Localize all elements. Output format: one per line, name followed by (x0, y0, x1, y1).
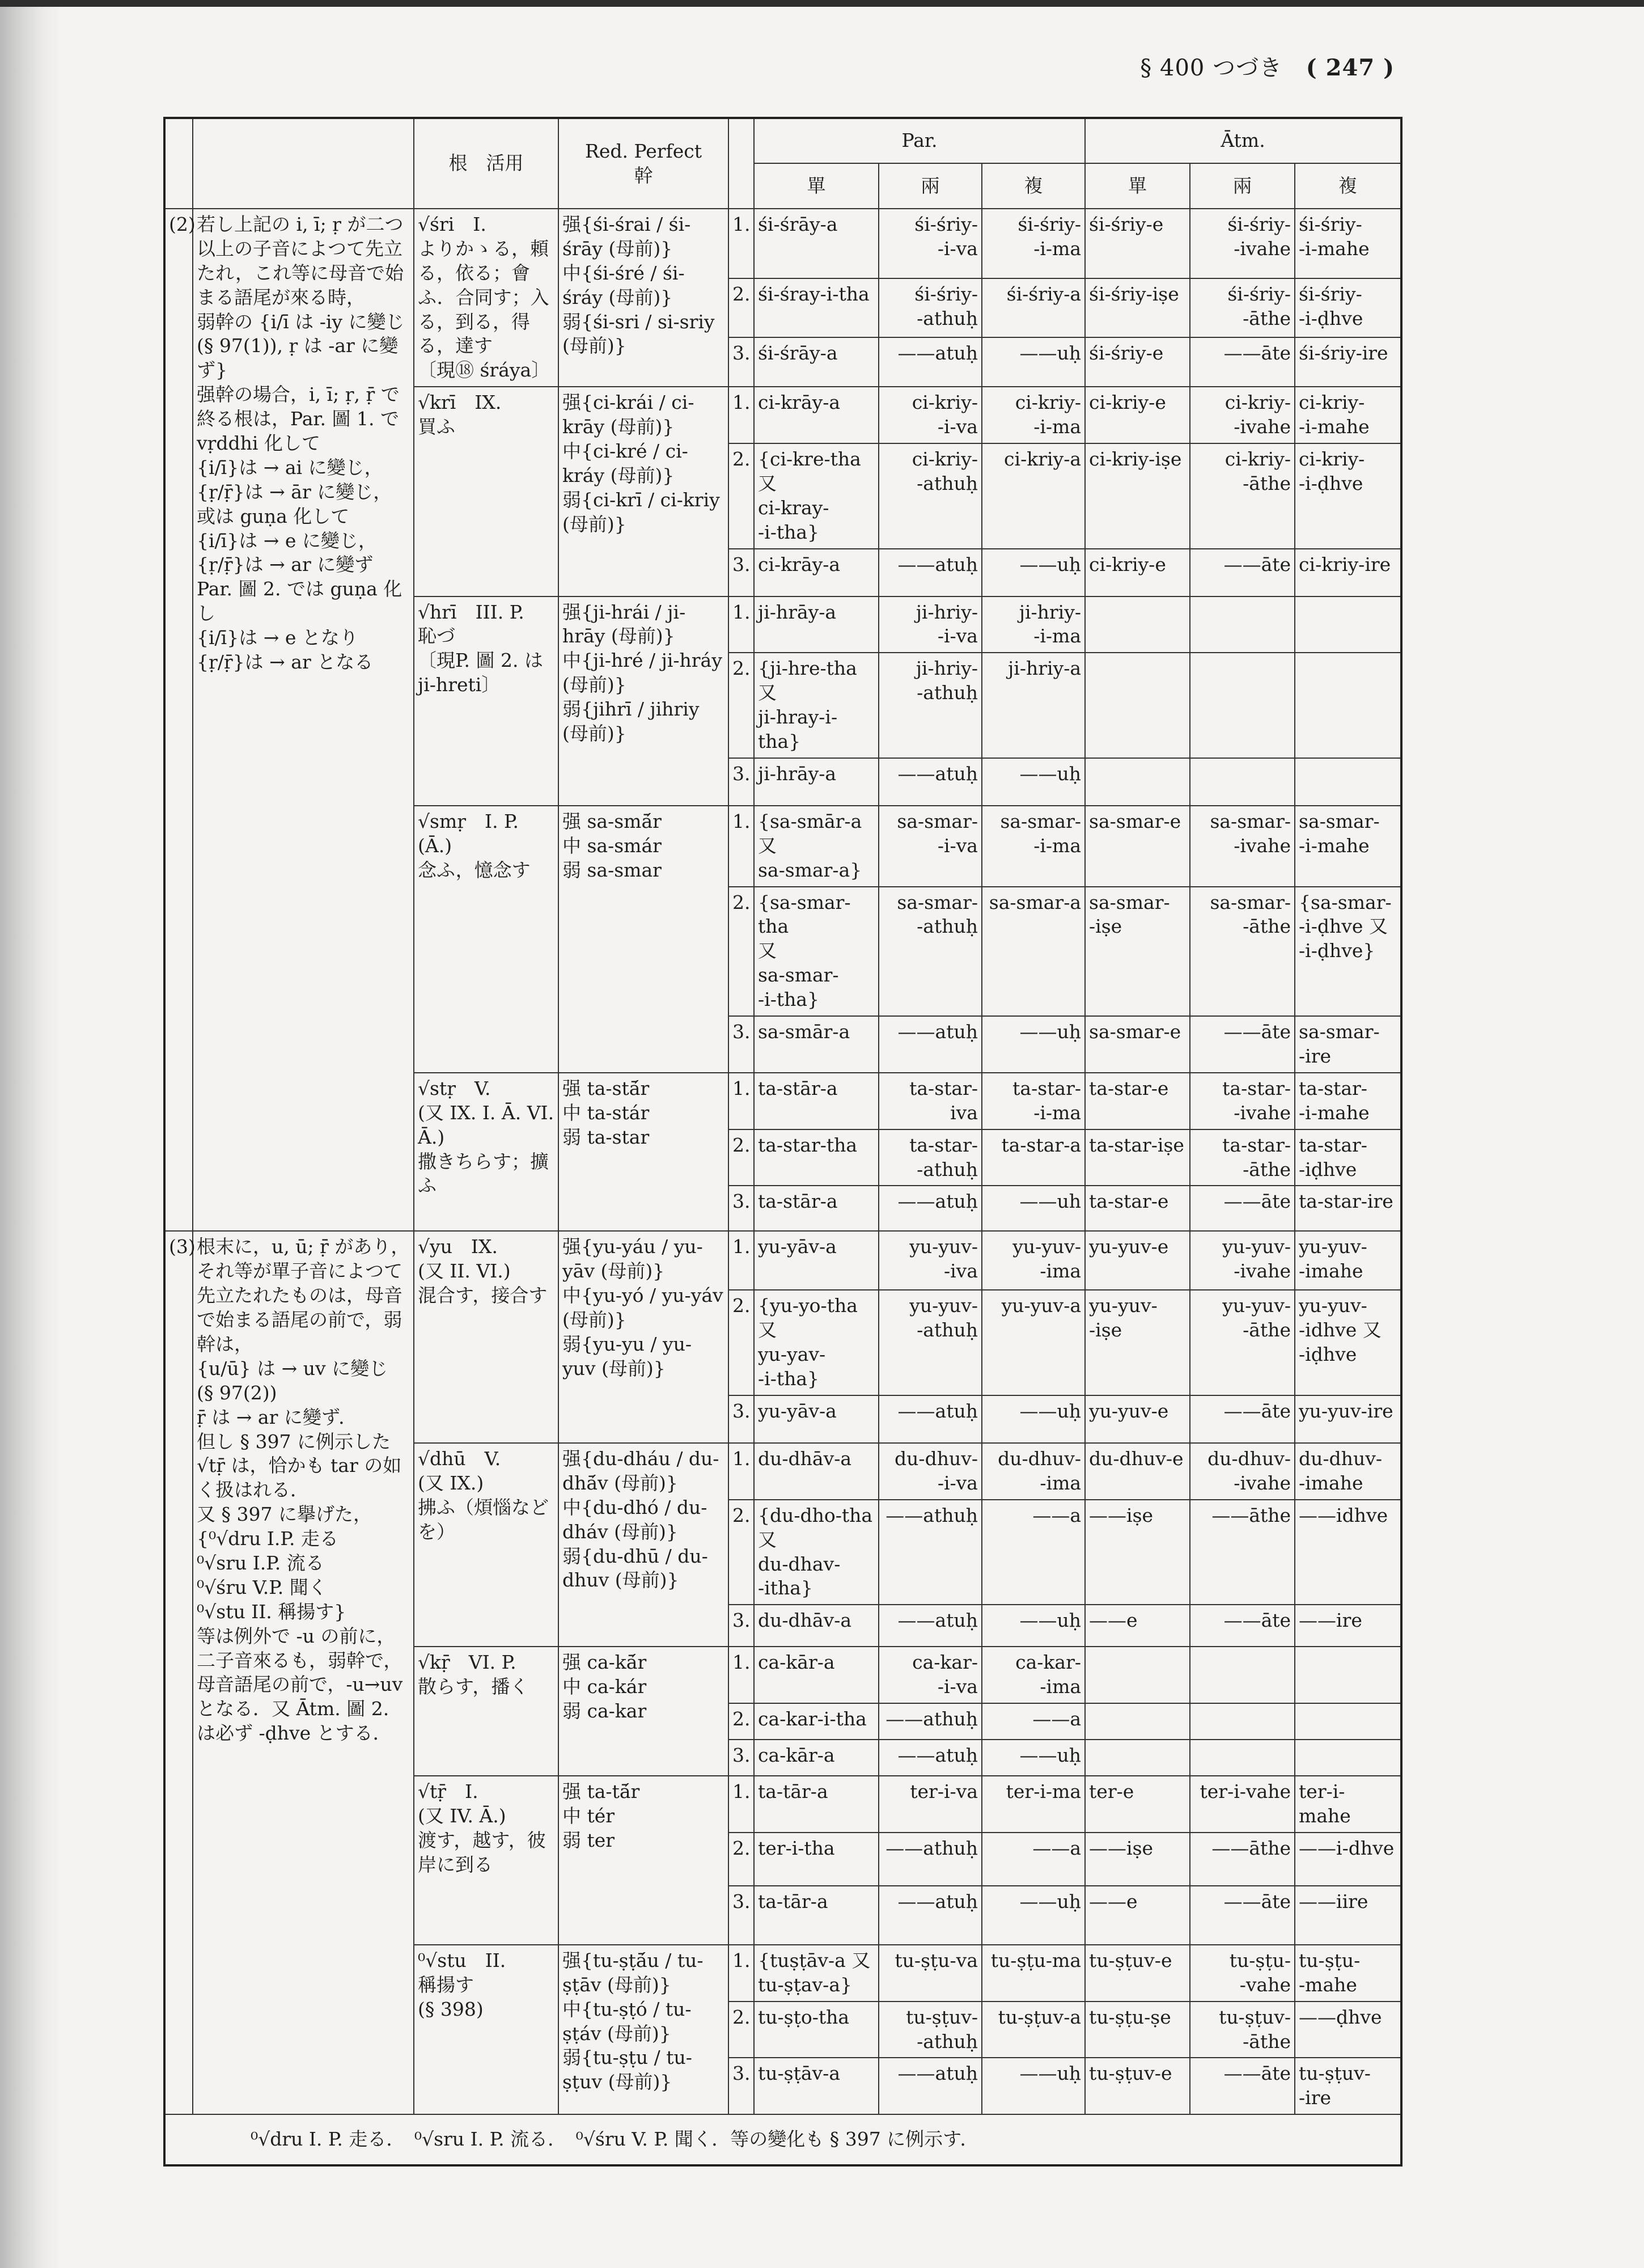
footer-note: ⁰√dru I. P. 走る． ⁰√sru I. P. 流る． ⁰√śru V. P. 聞く．等の變化も § 397 に例示す． (164, 2114, 1401, 2165)
head-par-sg: 單 (754, 163, 879, 209)
atm-form-pl: sa-smar- -ire (1295, 1016, 1401, 1073)
par-form-du: ji-hriy- -athuḥ (879, 653, 982, 758)
atm-form-du (1190, 758, 1295, 806)
root-cell: √dhū V. (又 IX.) 拂ふ（煩惱などを） (414, 1443, 558, 1647)
atm-form-du: ter-i-vahe (1190, 1776, 1295, 1833)
atm-form-sg: ——e (1085, 1605, 1190, 1647)
person-number: 3. (728, 1886, 754, 1945)
head-par-du: 兩 (879, 163, 982, 209)
par-form-sg: ji-hrāy-a (754, 758, 879, 806)
stem-cell: 强{ci-krái / ci-krāy (母前)} 中{ci-kré / ci-kráy (母前)} 弱{ci-krī / ci-kriy (母前)} (558, 387, 728, 596)
atm-form-pl: ci-kriy-ire (1295, 549, 1401, 596)
par-form-sg: ta-star-tha (754, 1129, 879, 1186)
par-form-du: ——atuḥ (879, 758, 982, 806)
atm-form-pl: ta-star- -iḍhve (1295, 1129, 1401, 1186)
par-form-sg: {sa-smar-tha 又 sa-smar- -i-tha} (754, 887, 879, 1016)
atm-form-pl (1295, 1703, 1401, 1740)
person-number: 2. (728, 1129, 754, 1186)
atm-form-pl (1295, 758, 1401, 806)
person-number: 2. (728, 1500, 754, 1605)
atm-form-sg: śi-śriy-iṣe (1085, 278, 1190, 337)
atm-form-du: ——āte (1190, 549, 1295, 596)
atm-form-du (1190, 1647, 1295, 1703)
stem-cell: 强 ta-tā́r 中 tér 弱 ter (558, 1776, 728, 1945)
head-atm-pl: 複 (1295, 163, 1401, 209)
atm-form-pl (1295, 596, 1401, 653)
atm-form-pl: ——ire (1295, 1605, 1401, 1647)
atm-form-sg: ——e (1085, 1886, 1190, 1945)
atm-form-du: yu-yuv- -āthe (1190, 1290, 1295, 1395)
stem-cell: 强{du-dháu / du-dhā́v (母前)} 中{du-dhó / du-dháv (母前)} 弱{du-dhū / du-dhuv (母前)} (558, 1443, 728, 1647)
par-form-du: ——atuḥ (879, 1886, 982, 1945)
atm-form-sg (1085, 758, 1190, 806)
par-form-pl: ——uḥ (982, 1886, 1085, 1945)
atm-form-pl: {sa-smar- -i-ḍhve 又 -i-ḍhve} (1295, 887, 1401, 1016)
atm-form-sg: yu-yuv-e (1085, 1395, 1190, 1443)
par-form-du: sa-smar- -athuḥ (879, 887, 982, 1016)
par-form-sg: du-dhāv-a (754, 1443, 879, 1500)
atm-form-pl: śi-śriy-ire (1295, 337, 1401, 387)
par-form-sg: {du-dho-tha 又 du-dhav- -itha} (754, 1500, 879, 1605)
head-atm: Ātm. (1085, 118, 1401, 163)
par-form-pl: ——uḥ (982, 1016, 1085, 1073)
atm-form-du: śi-śriy- -ivahe (1190, 209, 1295, 278)
atm-form-du: ——āte (1190, 2058, 1295, 2114)
par-form-du: ——atuḥ (879, 1740, 982, 1776)
head-par-pl: 複 (982, 163, 1085, 209)
person-number: 1. (728, 1073, 754, 1129)
atm-form-pl: ——iire (1295, 1886, 1401, 1945)
par-form-du: yu-yuv- -iva (879, 1231, 982, 1290)
atm-form-du: du-dhuv- -ivahe (1190, 1443, 1295, 1500)
head-atm-du: 兩 (1190, 163, 1295, 209)
par-form-pl: ci-kriy- -i-ma (982, 387, 1085, 443)
par-form-pl: ——uh (982, 1186, 1085, 1231)
person-number: 3. (728, 1395, 754, 1443)
person-number: 3. (728, 2058, 754, 2114)
atm-form-du: ——āthe (1190, 1500, 1295, 1605)
par-form-du: ca-kar- -i-va (879, 1647, 982, 1703)
atm-form-sg: ——iṣe (1085, 1833, 1190, 1886)
par-form-pl: ji-hriy-a (982, 653, 1085, 758)
page-edge-shadow (0, 0, 62, 2268)
person-number: 3. (728, 549, 754, 596)
atm-form-sg (1085, 1647, 1190, 1703)
atm-form-pl (1295, 653, 1401, 758)
par-form-du: ——atuḥ (879, 337, 982, 387)
table-row (164, 209, 1401, 278)
par-form-pl: ta-star-a (982, 1129, 1085, 1186)
person-number: 2. (728, 887, 754, 1016)
par-form-sg: ter-i-tha (754, 1833, 879, 1886)
atm-form-sg: tu-ṣṭuv-e (1085, 2058, 1190, 2114)
par-form-du: ta-star-iva (879, 1073, 982, 1129)
par-form-du: ——atuḥ (879, 1186, 982, 1231)
atm-form-pl: yu-yuv-ire (1295, 1395, 1401, 1443)
par-form-pl: ——a (982, 1703, 1085, 1740)
atm-form-pl: ——i-dhve (1295, 1833, 1401, 1886)
atm-form-du: sa-smar- -āthe (1190, 887, 1295, 1016)
stem-cell: 强{yu-yáu / yu-yāv (母前)} 中{yu-yó / yu-yáv (母前)} 弱{yu-yu / yu-yuv (母前)} (558, 1231, 728, 1443)
person-number: 2. (728, 443, 754, 549)
atm-form-du (1190, 1740, 1295, 1776)
atm-form-sg: ter-e (1085, 1776, 1190, 1833)
person-number: 2. (728, 1290, 754, 1395)
atm-form-sg: tu-ṣṭu-ṣe (1085, 2002, 1190, 2058)
par-form-du: ji-hriy- -i-va (879, 596, 982, 653)
par-form-pl: ca-kar- -ima (982, 1647, 1085, 1703)
section-number: (3) (164, 1231, 193, 2114)
par-form-pl: yu-yuv- -ima (982, 1231, 1085, 1290)
person-number: 3. (728, 1740, 754, 1776)
section-number: (2) (164, 209, 193, 1231)
par-form-pl: ter-i-ma (982, 1776, 1085, 1833)
atm-form-sg: sa-smar- -iṣe (1085, 887, 1190, 1016)
atm-form-pl: ter-i-mahe (1295, 1776, 1401, 1833)
atm-form-pl (1295, 1740, 1401, 1776)
stem-cell: 强 ca-kā́r 中 ca-kár 弱 ca-kar (558, 1647, 728, 1776)
par-form-sg: yu-yāv-a (754, 1395, 879, 1443)
atm-form-du: śi-śriy- -āthe (1190, 278, 1295, 337)
atm-form-du: ——āte (1190, 1886, 1295, 1945)
par-form-du: ——athuḥ (879, 1703, 982, 1740)
par-form-du: ci-kriy- -i-va (879, 387, 982, 443)
head-expl-cell (193, 118, 414, 209)
page-number: ( 247 ) (1306, 54, 1395, 81)
stem-cell: 强{tu-ṣṭā́u / tu-ṣṭāv (母前)} 中{tu-ṣṭó / tu-ṣṭáv (母前)} 弱{tu-ṣṭu / tu-ṣṭuv (母前)} (558, 1945, 728, 2114)
person-number: 2. (728, 653, 754, 758)
par-form-sg: śi-śrāy-a (754, 209, 879, 278)
par-form-du: ——atuḥ (879, 1395, 982, 1443)
par-form-sg: ci-krāy-a (754, 387, 879, 443)
par-form-du: sa-smar- -i-va (879, 806, 982, 887)
atm-form-sg: ci-kriy-e (1085, 549, 1190, 596)
person-number: 2. (728, 278, 754, 337)
atm-form-pl: ta-star- -i-mahe (1295, 1073, 1401, 1129)
atm-form-pl: sa-smar- -i-mahe (1295, 806, 1401, 887)
atm-form-sg: śi-śriy-e (1085, 337, 1190, 387)
atm-form-pl: tu-ṣṭu- -mahe (1295, 1945, 1401, 2002)
head-root: 根 活用 (414, 118, 558, 209)
person-number: 3. (728, 1605, 754, 1647)
par-form-sg: ca-kār-a (754, 1740, 879, 1776)
atm-form-pl: tu-ṣṭuv- -ire (1295, 2058, 1401, 2114)
root-cell: √kṝ VI. P. 散らす，播く (414, 1647, 558, 1776)
atm-form-sg: sa-smar-e (1085, 1016, 1190, 1073)
head-person-cell (728, 118, 754, 209)
atm-form-du: ——āte (1190, 1016, 1295, 1073)
par-form-pl: sa-smar-a (982, 887, 1085, 1016)
par-form-pl: sa-smar- -i-ma (982, 806, 1085, 887)
par-form-du: ——atuḥ (879, 1605, 982, 1647)
head-par: Par. (754, 118, 1085, 163)
par-form-du: tu-ṣṭu-va (879, 1945, 982, 2002)
atm-form-sg: ta-star-iṣe (1085, 1129, 1190, 1186)
perfect-conjugation-table (163, 117, 1403, 2167)
par-form-pl: ji-hriy- -i-ma (982, 596, 1085, 653)
par-form-sg: ta-stār-a (754, 1186, 879, 1231)
par-form-du: ——athuḥ (879, 1833, 982, 1886)
atm-form-du (1190, 596, 1295, 653)
person-number: 2. (728, 1833, 754, 1886)
atm-form-du: ——āte (1190, 337, 1295, 387)
stem-cell: 强 sa-smā́r 中 sa-smár 弱 sa-smar (558, 806, 728, 1073)
atm-form-sg: ci-kriy-e (1085, 387, 1190, 443)
atm-form-sg (1085, 596, 1190, 653)
par-form-sg: du-dhāv-a (754, 1605, 879, 1647)
par-form-pl: ——a (982, 1500, 1085, 1605)
par-form-du: tu-ṣṭuv- -athuḥ (879, 2002, 982, 2058)
par-form-pl: śi-śriy-a (982, 278, 1085, 337)
person-number: 3. (728, 1186, 754, 1231)
root-cell: √tṝ I. (又 IV. Ā.) 渡す，越す，彼岸に到る (414, 1776, 558, 1945)
par-form-sg: ta-stār-a (754, 1073, 879, 1129)
par-form-pl: tu-ṣṭuv-a (982, 2002, 1085, 2058)
person-number: 2. (728, 2002, 754, 2058)
atm-form-sg (1085, 1703, 1190, 1740)
table-body (164, 209, 1401, 2114)
par-form-du: ——atuḥ (879, 1016, 982, 1073)
root-cell: √yu IX. (又 II. VI.) 混合す，接合す (414, 1231, 558, 1443)
par-form-pl: ——uḥ (982, 2058, 1085, 2114)
par-form-pl: śi-śriy- -i-ma (982, 209, 1085, 278)
atm-form-du: ——āte (1190, 1395, 1295, 1443)
par-form-sg: ta-tār-a (754, 1776, 879, 1833)
top-rule (0, 0, 1644, 7)
person-number: 1. (728, 596, 754, 653)
par-form-pl: ——a (982, 1833, 1085, 1886)
atm-form-sg: tu-ṣṭuv-e (1085, 1945, 1190, 2002)
par-form-pl: ——uḥ (982, 1395, 1085, 1443)
atm-form-sg: sa-smar-e (1085, 806, 1190, 887)
atm-form-du (1190, 1703, 1295, 1740)
par-form-sg: yu-yāv-a (754, 1231, 879, 1290)
par-form-pl: du-dhuv- -ima (982, 1443, 1085, 1500)
par-form-sg: ci-krāy-a (754, 549, 879, 596)
atm-form-sg: yu-yuv-e (1085, 1231, 1190, 1290)
stem-cell: 强{ji-hrái / ji-hrāy (母前)} 中{ji-hré / ji-hráy (母前)} 弱{jihrī / jihriy (母前)} (558, 596, 728, 806)
table-row (164, 1231, 1401, 1290)
section-explanation: 若し上記の i, ī; ṛ が二つ以上の子音によつて先立たれ，これ等に母音で始まる語尾が來る時， 弱幹の {i/ī は -iy に變じ (§ 97(1)), ṛ は -ar に變ず} 强幹の場合，i, ī; ṛ, ṝ で終る根は，Par. 圖 1. で vṛddhi 化して {i/ī}は → ai に變じ， {ṛ/ṝ}は → ār に變じ， 或は guṇa 化して {i/ī}は → e に變じ， {ṛ/ṝ}は → ar に變ず Par. 圖 2. では guṇa 化し {i/ī}は → e となり {ṛ/ṝ}は → ar となる (193, 209, 414, 1231)
atm-form-sg: ta-star-e (1085, 1186, 1190, 1231)
par-form-du: ——atuḥ (879, 2058, 982, 2114)
atm-form-du: ta-star- -āthe (1190, 1129, 1295, 1186)
person-number: 1. (728, 387, 754, 443)
atm-form-sg: ——iṣe (1085, 1500, 1190, 1605)
root-cell: ⁰√stu II. 稱揚す (§ 398) (414, 1945, 558, 2114)
person-number: 1. (728, 1776, 754, 1833)
atm-form-pl: śi-śriy- -i-mahe (1295, 209, 1401, 278)
atm-form-pl: ——idhve (1295, 1500, 1401, 1605)
atm-form-pl: yu-yuv- -idhve 又 -iḍhve (1295, 1290, 1401, 1395)
par-form-sg: tu-ṣṭāv-a (754, 2058, 879, 2114)
atm-form-sg: du-dhuv-e (1085, 1443, 1190, 1500)
stem-cell: 强{śi-śrai / śi-śrāy (母前)} 中{śi-śré / śi-śráy (母前)} 弱{śi-sri / si-sriy (母前)} (558, 209, 728, 387)
par-form-du: ci-kriy- -athuḥ (879, 443, 982, 549)
page-header (1140, 50, 1395, 82)
par-form-sg: ji-hrāy-a (754, 596, 879, 653)
par-form-du: ta-star- -athuḥ (879, 1129, 982, 1186)
par-form-sg: {yu-yo-tha 又 yu-yav- -i-tha} (754, 1290, 879, 1395)
par-form-pl: ——uḥ (982, 1605, 1085, 1647)
atm-form-du: ——āthe (1190, 1833, 1295, 1886)
par-form-du: ——athuḥ (879, 1500, 982, 1605)
person-number: 1. (728, 209, 754, 278)
atm-form-sg: ci-kriy-iṣe (1085, 443, 1190, 549)
par-form-du: du-dhuv- -i-va (879, 1443, 982, 1500)
par-form-pl: ta-star- -i-ma (982, 1073, 1085, 1129)
par-form-du: śi-śriy- -i-va (879, 209, 982, 278)
par-form-du: yu-yuv- -athuḥ (879, 1290, 982, 1395)
atm-form-sg (1085, 1740, 1190, 1776)
par-form-pl: ——uḥ (982, 1740, 1085, 1776)
par-form-sg: tu-ṣṭo-tha (754, 2002, 879, 2058)
table-head (164, 118, 1401, 209)
atm-form-pl: śi-śriy- -i-ḍhve (1295, 278, 1401, 337)
par-form-pl: tu-ṣṭu-ma (982, 1945, 1085, 2002)
atm-form-du: yu-yuv- -ivahe (1190, 1231, 1295, 1290)
person-number: 3. (728, 1016, 754, 1073)
atm-form-du: tu-ṣṭu- -vahe (1190, 1945, 1295, 2002)
person-number: 1. (728, 1443, 754, 1500)
par-form-pl: ——uḥ (982, 337, 1085, 387)
atm-form-pl: ——ḍhve (1295, 2002, 1401, 2058)
atm-form-du: sa-smar- -ivahe (1190, 806, 1295, 887)
section-explanation: 根末に，u, ū; ṝ があり，それ等が單子音によつて先立たれたものは，母音で始まる語尾の前で，弱幹は， {u/ū} は → uv に變じ (§ 97(2)) ṝ は → ar に變ず． 但し § 397 に例示した √tṝ は，恰かも tar の如く扱はれる． 又 § 397 に擧げた， {⁰√dru I.P. 走る ⁰√sru I.P. 流る ⁰√śru V.P. 聞く ⁰√stu II. 稱揚す} 等は例外で -u の前に，二子音來るも，弱幹で，母音語尾の前で，-u→uv となる．又 Ātm. 圖 2. は必ず -ḍhve とする． (193, 1231, 414, 2114)
par-form-sg: sa-smār-a (754, 1016, 879, 1073)
par-form-sg: {ci-kre-tha 又 ci-kray- -i-tha} (754, 443, 879, 549)
head-num-cell (164, 118, 193, 209)
atm-form-pl (1295, 1647, 1401, 1703)
par-form-sg: {sa-smār-a 又 sa-smar-a} (754, 806, 879, 887)
root-cell: √hrī III. P. 恥づ 〔現P. 圖 2. は ji-hreti〕 (414, 596, 558, 806)
stem-cell: 强 ta-stā́r 中 ta-stár 弱 ta-star (558, 1073, 728, 1232)
atm-form-sg: ta-star-e (1085, 1073, 1190, 1129)
par-form-sg: śi-śray-i-tha (754, 278, 879, 337)
par-form-du: śi-śriy- -athuḥ (879, 278, 982, 337)
atm-form-du: ci-kriy- -āthe (1190, 443, 1295, 549)
person-number: 1. (728, 806, 754, 887)
atm-form-sg: śi-śriy-e (1085, 209, 1190, 278)
par-form-sg: {tuṣṭāv-a 又 tu-ṣṭav-a} (754, 1945, 879, 2002)
par-form-sg: ca-kār-a (754, 1647, 879, 1703)
root-cell: √krī IX. 買ふ (414, 387, 558, 596)
root-cell: √stṛ V. (又 IX. I. Ā. VI. Ā.) 撒きちらす；擴ふ (414, 1073, 558, 1232)
root-cell: √śri I. よりかゝる，頼る，依る；會ふ．合同す；入る，到る，得る，達す 〔現⑱ śráya〕 (414, 209, 558, 387)
par-form-sg: ta-tār-a (754, 1886, 879, 1945)
atm-form-pl: ci-kriy- -i-ḍhve (1295, 443, 1401, 549)
atm-form-pl: du-dhuv- -imahe (1295, 1443, 1401, 1500)
par-form-du: ter-i-va (879, 1776, 982, 1833)
par-form-pl: ci-kriy-a (982, 443, 1085, 549)
par-form-pl: ——uḥ (982, 758, 1085, 806)
par-form-du: ——atuḥ (879, 549, 982, 596)
par-form-pl: ——uḥ (982, 549, 1085, 596)
person-number: 1. (728, 1231, 754, 1290)
section-label: § 400 つづき (1140, 55, 1283, 81)
par-form-sg: ca-kar-i-tha (754, 1703, 879, 1740)
person-number: 1. (728, 1945, 754, 2002)
atm-form-sg: yu-yuv- -iṣe (1085, 1290, 1190, 1395)
atm-form-du: ta-star- -ivahe (1190, 1073, 1295, 1129)
head-atm-sg: 單 (1085, 163, 1190, 209)
atm-form-du: ci-kriy- -ivahe (1190, 387, 1295, 443)
person-number: 3. (728, 758, 754, 806)
atm-form-du: ——āte (1190, 1605, 1295, 1647)
atm-form-pl: ta-star-ire (1295, 1186, 1401, 1231)
person-number: 2. (728, 1703, 754, 1740)
person-number: 3. (728, 337, 754, 387)
par-form-pl: yu-yuv-a (982, 1290, 1085, 1395)
atm-form-du (1190, 653, 1295, 758)
atm-form-du: tu-ṣṭuv- -āthe (1190, 2002, 1295, 2058)
par-form-sg: śi-śrāy-a (754, 337, 879, 387)
par-form-sg: {ji-hre-tha 又 ji-hray-i-tha} (754, 653, 879, 758)
atm-form-pl: ci-kriy- -i-mahe (1295, 387, 1401, 443)
atm-form-sg (1085, 653, 1190, 758)
root-cell: √smṛ I. P. (Ā.) 念ふ，憶念す (414, 806, 558, 1073)
atm-form-du: ——āte (1190, 1186, 1295, 1231)
head-red-perfect: Red. Perfect 幹 (558, 118, 728, 209)
atm-form-pl: yu-yuv- -imahe (1295, 1231, 1401, 1290)
person-number: 1. (728, 1647, 754, 1703)
